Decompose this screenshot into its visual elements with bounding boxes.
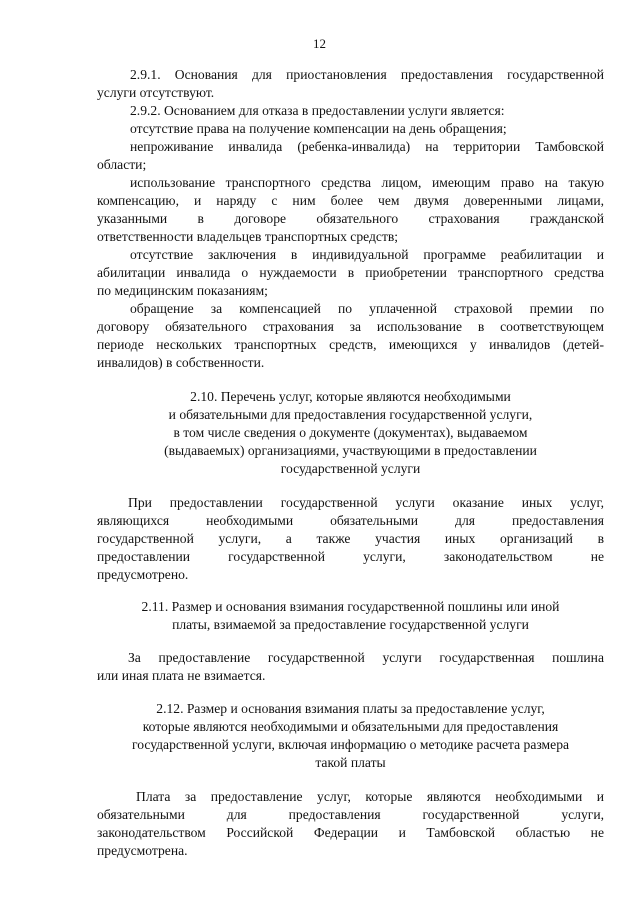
text-line: За предоставление государственной услуги государственная пошлина: [128, 650, 604, 665]
text-line: являющихся необходимыми обязательными для предоставления: [97, 513, 604, 528]
section-heading-line: 2.10. Перечень услуг, которые являются необходимыми: [190, 389, 511, 404]
text-line: указанными в договоре обязательного страхования гражданской: [97, 211, 604, 226]
page-number: 12: [313, 36, 326, 51]
text-line: При предоставлении государственной услуги оказание иных услуг,: [128, 495, 604, 510]
text-line: договору обязательного страхования за использование в соответствующем: [97, 319, 604, 334]
section-heading-line: 2.12. Размер и основания взимания платы за предоставление услуг,: [156, 701, 545, 716]
section-heading-line: государственной услуги: [280, 461, 421, 476]
text-line: ответственности владельцев транспортных средств;: [97, 229, 399, 244]
text-line: 2.9.2. Основанием для отказа в предоставлении услуги является:: [130, 103, 505, 118]
section-heading-line: такой платы: [315, 755, 386, 770]
text-line: отсутствие права на получение компенсации на день обращения;: [130, 121, 507, 136]
section-heading-line: (выдаваемых) организациями, участвующими в предоставлении: [164, 443, 537, 458]
text-line: или иная плата не взимается.: [97, 668, 266, 683]
text-line: области;: [97, 157, 147, 172]
section-heading-line: в том числе сведения о документе (документах), выдаваемом: [173, 425, 528, 440]
text-line: использование транспортного средства лицом, имеющим право на такую: [130, 175, 604, 190]
text-line: отсутствие заключения в индивидуальной программе реабилитации и: [130, 247, 604, 262]
text-line: услуги отсутствуют.: [97, 85, 215, 100]
text-line: обязательными для предоставления государственной услуги,: [97, 807, 604, 822]
text-line: 2.9.1. Основания для приостановления предоставления государственной: [130, 67, 604, 82]
text-line: абилитации инвалида о нуждаемости в приобретении транспортного средства: [97, 265, 604, 280]
text-line: предусмотрено.: [97, 567, 189, 582]
text-line: законодательством Российской Федерации и Тамбовской областью не: [97, 825, 604, 840]
section-heading-line: 2.11. Размер и основания взимания государственной пошлины или иной: [141, 599, 560, 614]
text-line: компенсацию, и наряду с ним более чем двумя доверенными лицами,: [97, 193, 604, 208]
section-heading-line: платы, взимаемой за предоставление государственной услуги: [172, 617, 529, 632]
text-line: Плата за предоставление услуг, которые являются необходимыми и: [136, 789, 604, 804]
text-line: государственной услуги, а также участия иных организаций в: [97, 531, 604, 546]
text-line: по медицинским показаниям;: [97, 283, 268, 298]
section-heading-line: и обязательными для предоставления государственной услуги,: [168, 407, 533, 422]
text-line: предоставлении государственной услуги, законодательством не: [97, 549, 604, 564]
text-line: обращение за компенсацией по уплаченной страховой премии по: [130, 301, 604, 316]
section-heading-line: государственной услуги, включая информацию о методике расчета размера: [131, 737, 570, 752]
text-line: непроживание инвалида (ребенка-инвалида) на территории Тамбовской: [130, 139, 604, 154]
text-line: периоде нескольких транспортных средств, имеющихся у инвалидов (детей-: [97, 337, 604, 352]
text-line: инвалидов) в собственности.: [97, 355, 265, 370]
text-line: предусмотрена.: [97, 843, 188, 858]
section-heading-line: которые являются необходимыми и обязательными для предоставления: [142, 719, 559, 734]
